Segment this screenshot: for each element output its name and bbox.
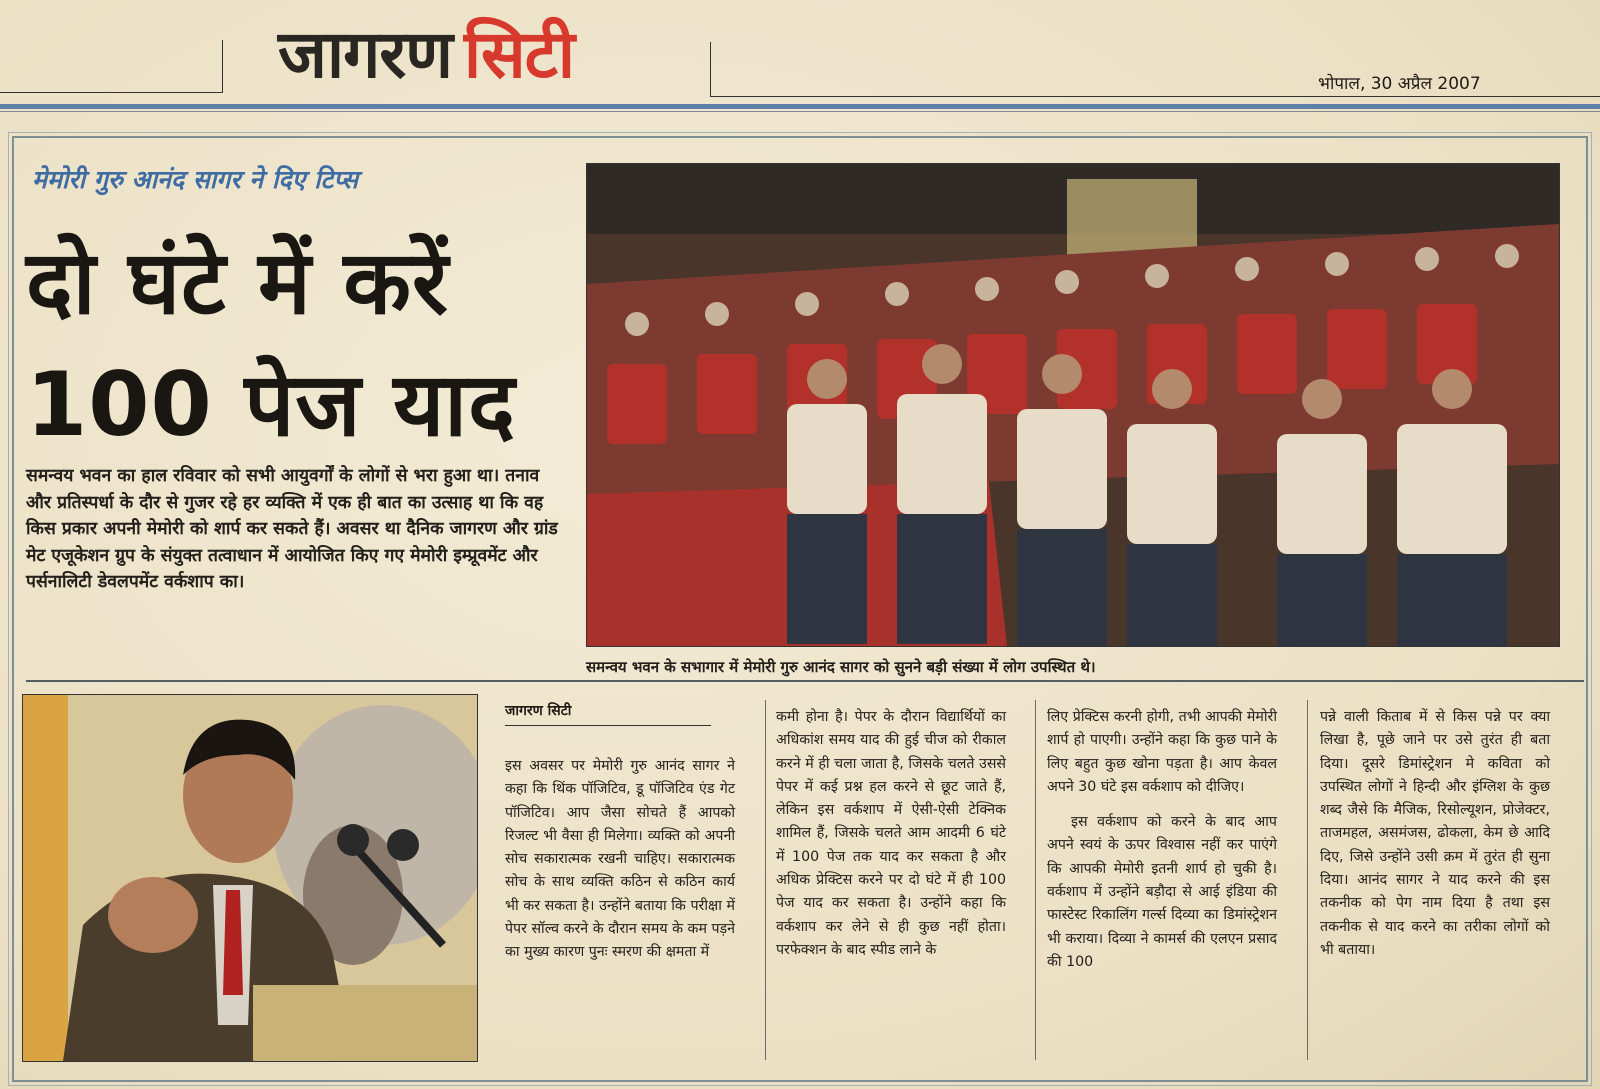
masthead-title-red: सिटी	[463, 16, 575, 93]
article-column-3	[1047, 706, 1277, 974]
byline-rule	[505, 725, 711, 726]
masthead-band	[0, 104, 1600, 109]
audience-photo	[586, 163, 1560, 647]
masthead-band-line	[0, 111, 1600, 112]
column-rule-3	[1307, 700, 1308, 1060]
column-4-text: पन्ने वाली किताब में से किस पन्ने पर क्या लिखा है, पूछे जाने पर उसे तुरंत ही बता दिया। दूसरे डिमांस्ट्रेशन मे कविता को उपस्थित लोगों ने हिन्दी और इंग्लिश के कुछ शब्द जैसे कि मैजिक, रिसोल्यूशन, प्रोजेक्टर, ताजमहल, असमंजस, ढोकला, केम छे आदि दिए, जिसे उन्होंने उसी क्रम में तुरंत ही सुना दिया। आनंद सागर ने याद करने की इस तकनीक को पेग नाम दिया है तथा इस तकनीक से याद करने का तरीका लोगों को भी बताया।	[1320, 709, 1550, 958]
column-rule-1	[765, 700, 766, 1060]
column-rule-2	[1035, 700, 1036, 1060]
masthead-rule-right	[710, 96, 1600, 97]
column-1-text: इस अवसर पर मेमोरी गुरु आनंद सागर ने कहा कि थिंक पॉजिटिव, डू पॉजिटिव एंड गेट पॉजिटिव। आप जैसा सोचते हैं आपको रिजल्ट भी वैसा ही मिलेगा। व्यक्ति को अपनी सोच सकारात्मक रखनी चाहिए। सकारात्मक सोच के साथ व्यक्ति कठिन से कठिन कार्य भी कर सकता है। उन्होंने बताया कि परीक्षा में पेपर सॉल्व करने के दौरान समय के कम पड़ने का मुख्य कारण पुनः स्मरण की क्षमता में	[505, 758, 735, 961]
masthead-title-black: जागरण	[278, 16, 452, 93]
article-column-4	[1320, 706, 1550, 962]
masthead-title	[278, 16, 575, 93]
headline-line-1: दो घंटे में करें	[26, 231, 449, 334]
section-rule	[26, 680, 1584, 682]
kicker: मेमोरी गुरु आनंद सागर ने दिए टिप्स	[32, 165, 358, 194]
byline: जागरण सिटी	[505, 703, 572, 719]
masthead-rule-left	[0, 92, 222, 93]
column-3-text: लिए प्रेक्टिस करनी होगी, तभी आपकी मेमोरी शार्प हो पाएगी। उन्होंने कहा कि कुछ पाने के लिए बहुत कुछ खोना पड़ता है। आप केवल अपने 30 घंटे इस वर्कशाप को दीजिए।	[1047, 709, 1277, 795]
dateline: भोपाल, 30 अप्रैल 2007	[1318, 74, 1481, 94]
masthead-divider-right	[710, 42, 711, 97]
headline	[26, 222, 566, 466]
column-3-text-para2: इस वर्कशाप को करने के बाद आप अपने स्वयं के ऊपर विश्वास नहीं कर पाएंगे कि आपकी मेमोरी इतनी शार्प हो चुकी है। वर्कशाप में उन्होंने बड़ौदा से आई इंडिया की फास्टेस्ट रिकालिंग गर्ल्स दिव्या का डिमांस्ट्रेशन भी कराया। दिव्या ने कामर्स की एलएन प्रसाद की 100	[1047, 814, 1277, 970]
article-column-2	[776, 706, 1006, 962]
lead-paragraph: समन्वय भवन का हाल रविवार को सभी आयुवर्गों के लोगों से भरा हुआ था। तनाव और प्रतिस्पर्धा के दौर से गुजर रहे हर व्यक्ति में एक ही बात का उत्साह था कि वह किस प्रकार अपनी मेमोरी को शार्प कर सकते हैं। अवसर था दैनिक जागरण और ग्रांड मेट एजूकेशन ग्रुप के संयुक्त तत्वाधान में आयोजित किए गए मेमोरी इम्प्रूवमेंट और पर्सनालिटी डेवलपमेंट वर्कशाप का।	[26, 466, 558, 592]
article-column-1	[505, 755, 735, 965]
column-2-text: कमी होना है। पेपर के दौरान विद्यार्थियों का अधिकांश समय याद की हुई चीज को रीकाल करने में ही चला जाता है, जिसके चलते उससे पेपर में कई प्रश्न हल करने से छूट जाते हैं, लेकिन इस वर्कशाप में ऐसी-ऐसी टेक्निक शामिल हैं, जिसके चलते आम आदमी 6 घंटे में 100 पेज तक याद कर सकता है और अधिक प्रेक्टिस करने पर दो घंटे में ही 100 पेज याद कर सकता है। उन्होंने कहा कि वर्कशाप कर लेने से ही कुछ नहीं होता। परफेक्शन के बाद स्पीड लाने के	[776, 709, 1006, 958]
speaker-photo	[22, 694, 478, 1062]
masthead-divider-left	[222, 40, 223, 93]
photo-caption: समन्वय भवन के सभागार में मेमोरी गुरु आनंद सागर को सुनने बड़ी संख्या में लोग उपस्थित थे।	[586, 658, 1096, 676]
headline-line-2: 100 पेज याद	[26, 353, 516, 456]
